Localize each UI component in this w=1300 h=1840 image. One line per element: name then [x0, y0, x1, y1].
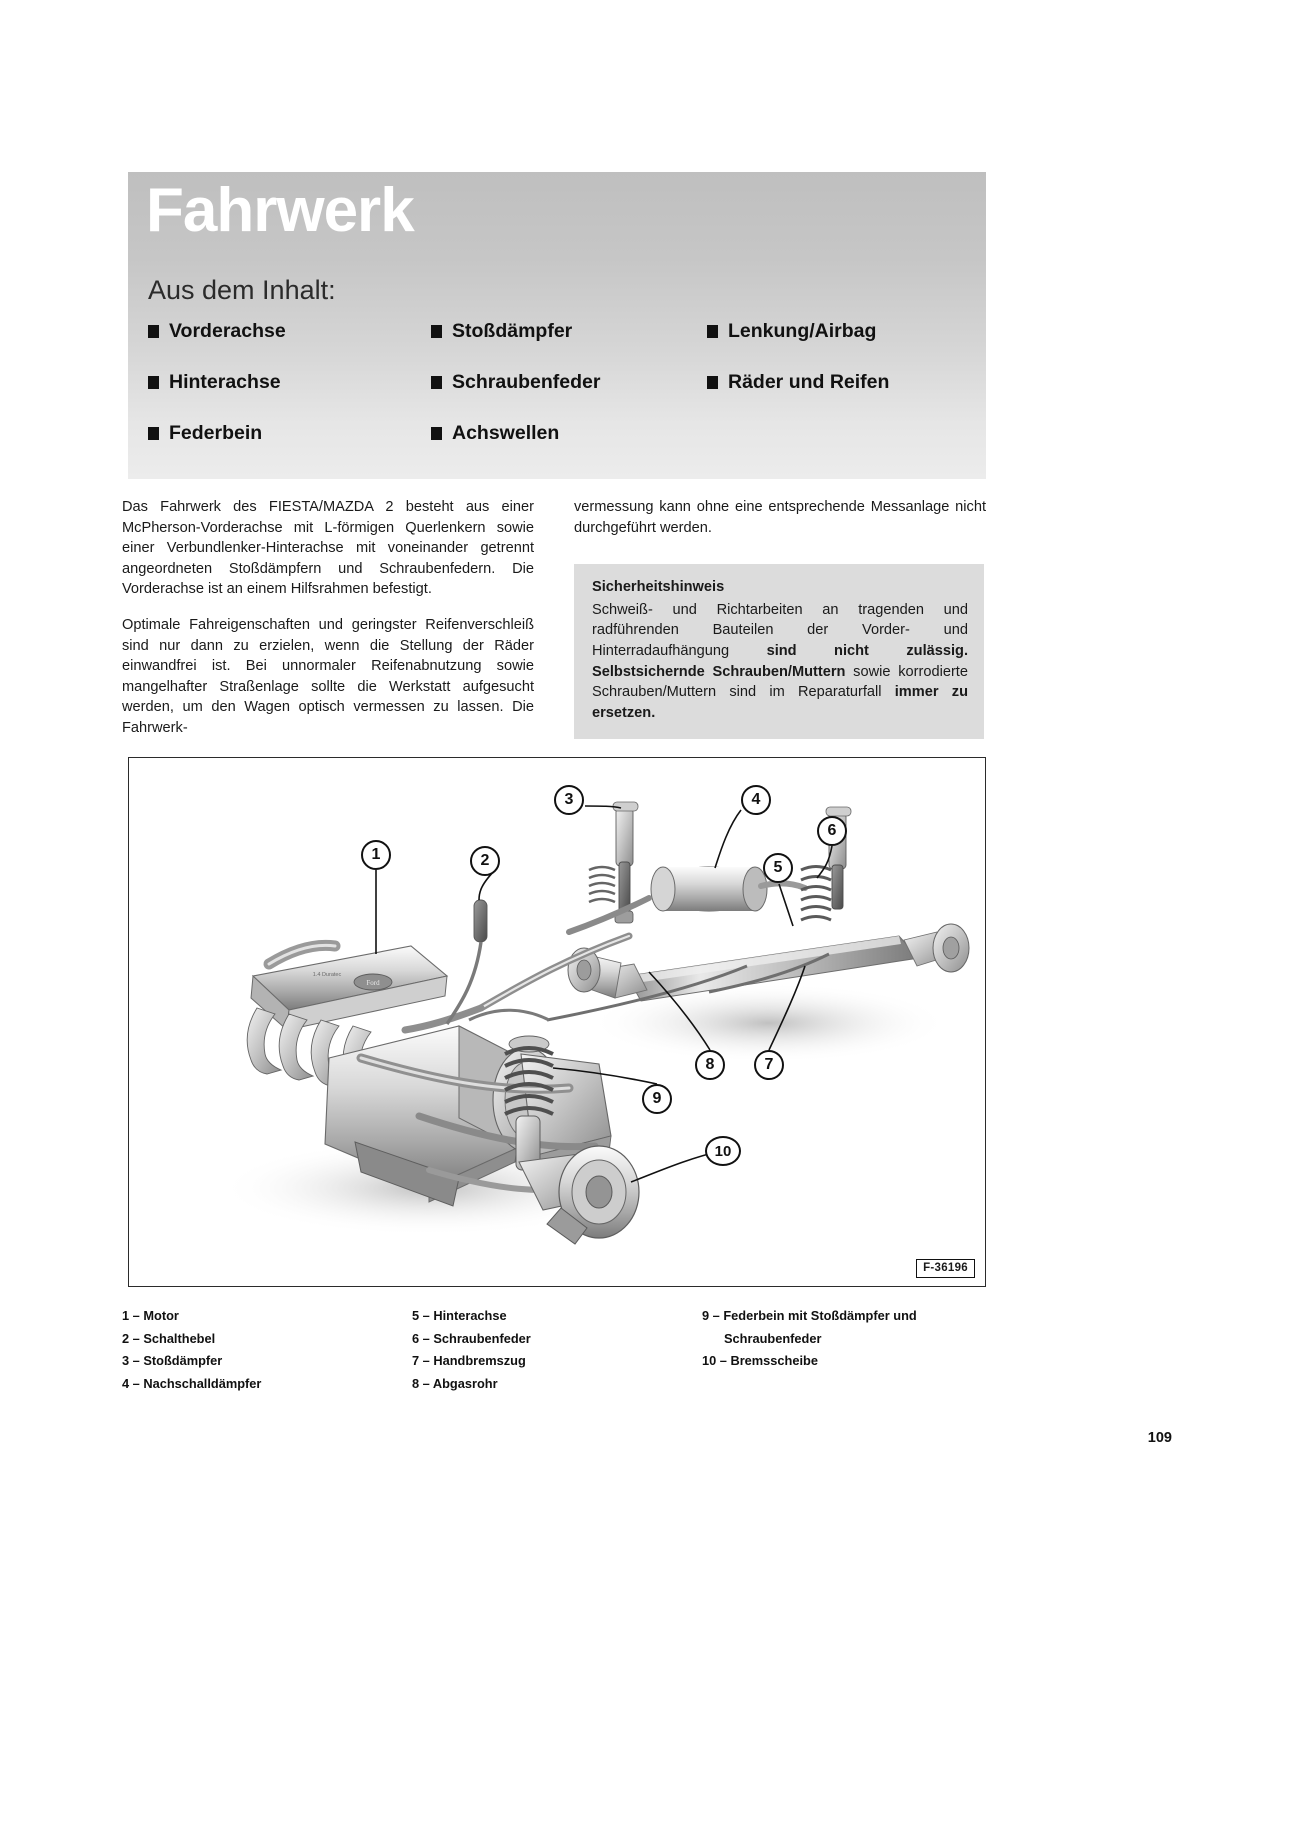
figure-callout-1: 1 — [361, 840, 391, 870]
safety-text-2: sowie korrodierte Schrauben/Muttern sind im Reparaturfall — [592, 663, 968, 701]
safety-notice-heading: Sicherheitshinweis — [592, 579, 725, 596]
square-bullet-icon — [148, 427, 159, 440]
legend-column-2 — [412, 1305, 702, 1395]
figure-callout-2: 2 — [470, 846, 500, 876]
legend-item: 8 – Abgasrohr — [412, 1375, 498, 1391]
toc-item-label: Lenkung/Airbag — [728, 320, 877, 342]
toc-item-achswellen — [431, 422, 707, 445]
toc-item-label: Vorderachse — [169, 320, 286, 342]
contents-label: Aus dem Inhalt: — [148, 275, 336, 305]
toc-item-hinterachse — [148, 371, 431, 394]
figure-callout-5: 5 — [763, 853, 793, 883]
legend-item: 7 – Handbremszug — [412, 1353, 526, 1368]
toc-item-label: Federbein — [169, 422, 263, 444]
safety-text-bold-2: immer zu ersetzen. — [592, 684, 968, 721]
square-bullet-icon — [148, 376, 159, 389]
figure-callout-4: 4 — [741, 785, 771, 815]
legend-item-continuation: Schraubenfeder — [724, 1330, 822, 1346]
toc-item-label: Schraubenfeder — [452, 371, 601, 393]
legend-item: 3 – Stoßdämpfer — [122, 1353, 223, 1368]
toc-item-label: Räder und Reifen — [728, 371, 890, 393]
paragraph-intro: Das Fahrwerk des FIESTA/MAZDA 2 besteht aus einer McPherson-Vorderachse mit L-förmigen Querlenkern sowie einer Verbundlenker-Hinterachse mit voneinander getrennt angeordneten Stoßdämpfern und Schraubenfedern. Die Vorderachse ist an einem Hilfsrahmen befestigt. — [122, 499, 534, 598]
toc-item-vorderachse — [148, 320, 431, 343]
square-bullet-icon — [707, 376, 718, 389]
toc-item-label: Achswellen — [452, 422, 560, 444]
square-bullet-icon — [707, 325, 718, 338]
legend-item: 9 – Federbein mit Stoßdämpfer und — [702, 1308, 917, 1323]
square-bullet-icon — [431, 427, 442, 440]
safety-text-bold-1: sind nicht zulässig. Selbstsichernde Schrauben/Muttern — [592, 642, 969, 680]
toc-item-raeder-und-reifen — [707, 371, 978, 394]
toc-item-schraubenfeder — [431, 371, 707, 394]
svg-text:1.4 Duratec: 1.4 Duratec — [312, 972, 342, 978]
chapter-header-banner — [128, 172, 986, 479]
toc-item-label: Hinterachse — [169, 371, 281, 393]
figure-callout-8: 8 — [695, 1050, 725, 1080]
figure-reference-code: F-36196 — [916, 1259, 975, 1278]
legend-item: 1 – Motor — [122, 1308, 179, 1323]
svg-text:Ford: Ford — [366, 979, 380, 987]
chapter-contents-list — [148, 320, 978, 445]
square-bullet-icon — [148, 325, 159, 338]
chassis-diagram-figure — [128, 757, 986, 1287]
figure-callout-3: 3 — [554, 785, 584, 815]
page-title: Fahrwerk — [146, 176, 414, 245]
chassis-exploded-illustration — [129, 758, 985, 1286]
figure-callout-9: 9 — [642, 1084, 672, 1114]
legend-item: 2 – Schalthebel — [122, 1330, 216, 1346]
paragraph-continuation: vermessung kann ohne eine entsprechende Messanlage nicht durchgeführt werden. — [574, 499, 986, 536]
page-number: 109 — [1147, 1430, 1172, 1446]
legend-column-1 — [122, 1305, 412, 1395]
toc-item-label: Stoßdämpfer — [452, 320, 573, 342]
legend-item: 6 – Schraubenfeder — [412, 1330, 531, 1346]
legend-item: 4 – Nachschalldämpfer — [122, 1375, 262, 1391]
legend-column-3 — [702, 1305, 992, 1395]
legend-item: 10 – Bremsscheibe — [702, 1353, 818, 1368]
figure-legend — [122, 1305, 992, 1395]
paragraph-handling: Optimale Fahreigenschaften und geringster Reifenverschleiß sind nur dann zu erzielen, wenn die Stellung der Räder einwandfrei ist. Bei unnormaler Reifenabnutzung sowie mangelhafter Straßenlage sollte die Werkstatt aufgesucht werden, um den Wagen optisch vermessen zu lassen. Die Fahrwerk- — [122, 616, 534, 736]
square-bullet-icon — [431, 325, 442, 338]
safety-notice-box — [574, 564, 984, 739]
text-column-right — [574, 497, 986, 739]
toc-item-federbein — [148, 422, 431, 445]
legend-item: 5 – Hinterachse — [412, 1308, 507, 1323]
figure-callout-7: 7 — [754, 1050, 784, 1080]
toc-item-stossdaempfer — [431, 320, 707, 343]
safety-notice-text — [592, 600, 968, 724]
text-column-left — [122, 497, 534, 739]
figure-callout-6: 6 — [817, 816, 847, 846]
figure-callout-10: 10 — [705, 1136, 741, 1166]
safety-text-1: Schweiß- und Richtarbeiten an tragenden und radführenden Bauteilen der Vorder- und Hinterradaufhängung — [592, 601, 968, 659]
square-bullet-icon — [431, 376, 442, 389]
toc-item-lenkung-airbag — [707, 320, 978, 343]
